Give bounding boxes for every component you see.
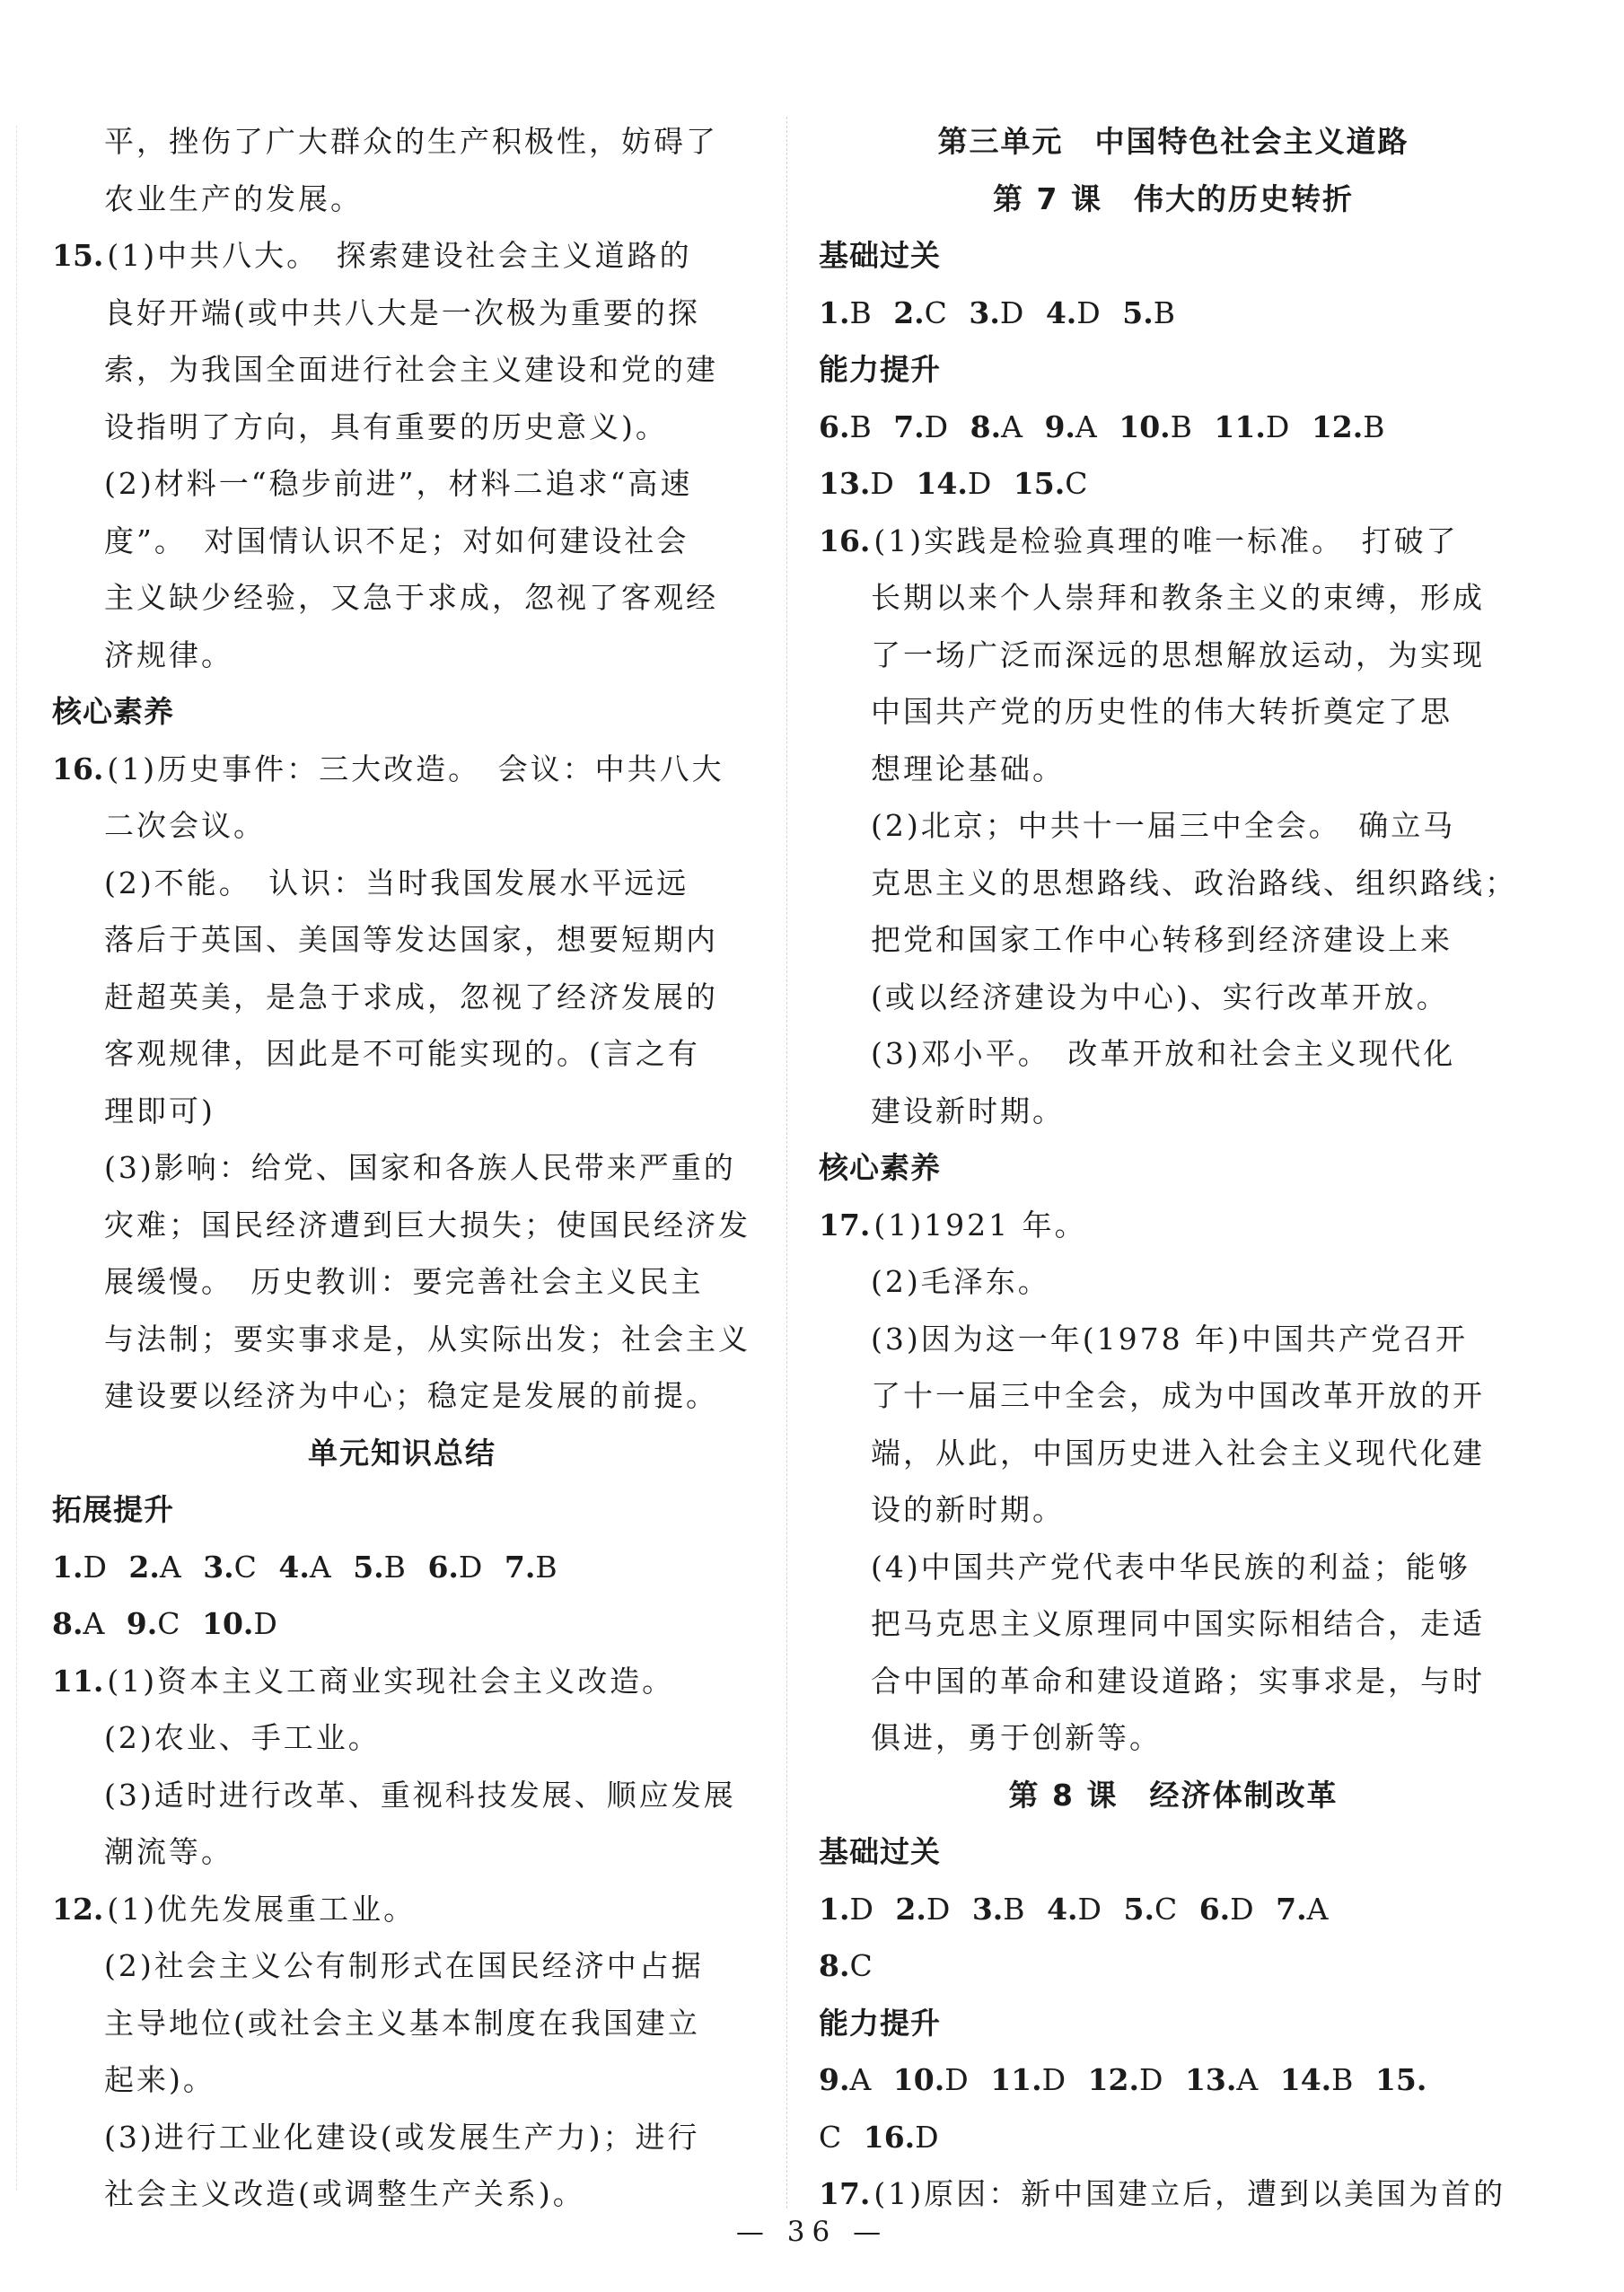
line-text: (2)北京；中共十一届三中全会。 确立马 (871, 808, 1456, 843)
line-text: (3)因为这一年(1978 年)中国共产党召开 (871, 1321, 1468, 1357)
answer-text-line (52, 1197, 752, 1254)
line-text: 能力提升 (819, 352, 941, 387)
answer-item: 15. (1374, 2062, 1427, 2097)
answer-text-line (819, 969, 1528, 1026)
line-text: 展缓慢。 历史教训：要完善社会主义民主 (104, 1264, 704, 1299)
answer-row (819, 1937, 1528, 1995)
answer-text-line (52, 797, 752, 855)
answer-row (819, 285, 1528, 342)
line-text: 起来)。 (104, 2062, 215, 2097)
line-text: (1)原因：新中国建立后，遭到以美国为首的 (873, 2176, 1506, 2211)
answer-item: 14.B (1279, 2062, 1354, 2097)
answer-row (52, 1539, 752, 1596)
answer-item: 5.C (1123, 1891, 1178, 1927)
answer-item: 6.D (427, 1549, 483, 1585)
answer-item: 13.D (819, 466, 894, 501)
question-number: 15. (52, 238, 104, 273)
line-text: 主导地位(或社会主义基本制度在我国建立 (104, 2005, 700, 2041)
right-column (819, 113, 1528, 2223)
line-text: 良好开端(或中共八大是一次极为重要的探 (104, 294, 700, 330)
line-text: (2)毛泽东。 (871, 1264, 1050, 1299)
answer-text-line (819, 1197, 1528, 1254)
line-text: 拓展提升 (52, 1492, 174, 1527)
line-text: 建设要以经济为中心；稳定是发展的前提。 (104, 1378, 718, 1413)
line-text: 设的新时期。 (871, 1492, 1065, 1527)
line-text: (1)资本主义工商业实现社会主义改造。 (107, 1663, 675, 1699)
answer-text-line (819, 627, 1528, 684)
line-text: (3)邓小平。 改革开放和社会主义现代化 (871, 1036, 1456, 1071)
answer-text-line (819, 1425, 1528, 1482)
section-heading (819, 1139, 1528, 1197)
answer-text-line (819, 1481, 1528, 1539)
answer-text-line (52, 855, 752, 912)
answer-text-line (52, 1311, 752, 1368)
line-text: 落后于英国、美国等发达国家，想要短期内 (104, 922, 718, 957)
answer-item: 2.A (128, 1549, 181, 1585)
answer-text-line (819, 797, 1528, 855)
answer-item: 12.B (1311, 408, 1385, 444)
answer-text-line (52, 341, 752, 399)
question-number: 17. (819, 2176, 871, 2211)
line-text: (1)中共八大。 探索建设社会主义道路的 (107, 238, 692, 273)
answer-text-line (52, 911, 752, 969)
answer-row (52, 1595, 752, 1653)
line-text: 理即可) (104, 1093, 215, 1128)
line-text: 济规律。 (104, 637, 233, 672)
answer-item: 8.A (52, 1606, 105, 1641)
answer-item: 4.D (1047, 1891, 1102, 1927)
line-text: 了十一届三中全会，成为中国改革开放的开 (871, 1378, 1485, 1413)
answer-text-line (52, 1823, 752, 1881)
line-text: 二次会议。 (104, 808, 266, 843)
line-text: 单元知识总结 (308, 1435, 496, 1471)
line-text: 潮流等。 (104, 1834, 233, 1869)
line-text: 能力提升 (819, 2005, 941, 2041)
answer-item: 15.C (1013, 466, 1088, 501)
question-number: 16. (819, 523, 871, 558)
line-text: (3)影响：给党、国家和各族人民带来严重的 (104, 1150, 736, 1185)
answer-text-line (52, 227, 752, 285)
answer-text-line (819, 569, 1528, 627)
answer-text-line (52, 1253, 752, 1311)
answer-item: 1.B (819, 294, 872, 330)
answer-text-line (819, 2165, 1528, 2223)
answer-row (819, 399, 1528, 456)
answer-text-line (819, 1253, 1528, 1311)
answer-item: 10.B (1119, 408, 1192, 444)
answer-row (819, 2109, 1528, 2166)
line-text: (4)中国共产党代表中华民族的利益；能够 (871, 1549, 1470, 1585)
left-column (52, 113, 752, 2223)
answer-text-line (819, 741, 1528, 798)
line-text: (1)历史事件：三大改造。 会议：中共八大 (107, 751, 724, 786)
line-text: 第三单元 中国特色社会主义道路 (937, 124, 1409, 159)
answer-text-line (52, 569, 752, 627)
answer-text-line (52, 399, 752, 456)
answer-item: 3.D (969, 294, 1024, 330)
line-text: 端，从此，中国历史进入社会主义现代化建 (871, 1435, 1485, 1471)
section-heading (819, 1823, 1528, 1881)
answer-text-line (52, 2165, 752, 2223)
column-divider (786, 117, 787, 2209)
answer-item: 16.D (863, 2119, 939, 2155)
line-text: (2)不能。 认识：当时我国发展水平远远 (104, 865, 689, 900)
answer-item: 7.A (1276, 1891, 1329, 1927)
answer-item: 4.D (1045, 294, 1101, 330)
page-edge-rule (16, 126, 17, 2191)
answer-text-line (819, 1653, 1528, 1710)
answer-text-line (819, 683, 1528, 741)
line-text: 了一场广泛而深远的思想解放运动，为实现 (871, 637, 1485, 672)
question-number: 16. (52, 751, 104, 786)
question-number: 11. (52, 1663, 104, 1699)
answer-text-line (52, 1653, 752, 1710)
answer-item: 10.D (202, 1606, 277, 1641)
lesson-title (52, 1425, 752, 1482)
line-text: 索，为我国全面进行社会主义建设和党的建 (104, 352, 718, 387)
line-text: (2)社会主义公有制形式在国民经济中占据 (104, 1948, 704, 1983)
line-text: 俱进，勇于创新等。 (871, 1720, 1162, 1755)
answer-item: 4.A (278, 1549, 331, 1585)
answer-text-line (52, 627, 752, 684)
line-text: 基础过关 (819, 1834, 941, 1869)
page-number: — 36 — (735, 2216, 889, 2248)
answer-item: 11.D (1214, 408, 1290, 444)
answer-text-line (52, 2109, 752, 2166)
section-heading (819, 227, 1528, 285)
answer-text-line (52, 513, 752, 570)
answer-row (819, 455, 1528, 513)
lesson-title (819, 1767, 1528, 1824)
answer-item: 6.D (1198, 1891, 1254, 1927)
answer-text-line (52, 1995, 752, 2052)
answer-text-line (52, 1139, 752, 1197)
answer-item: 1.D (52, 1549, 107, 1585)
answer-text-line (819, 1367, 1528, 1425)
line-text: 把党和国家工作中心转移到经济建设上来 (871, 922, 1453, 957)
section-heading (819, 341, 1528, 399)
answer-item: 1.D (819, 1891, 873, 1927)
line-text: 核心素养 (819, 1150, 941, 1185)
section-heading (52, 683, 752, 741)
lesson-title (819, 113, 1528, 171)
line-text: (3)进行工业化建设(或发展生产力)；进行 (104, 2119, 700, 2155)
answer-item: 9.A (1044, 408, 1097, 444)
line-text: 建设新时期。 (871, 1093, 1065, 1128)
answer-item: 3.B (971, 1891, 1025, 1927)
answer-item: 6.B (819, 408, 872, 444)
answer-text-line (819, 1709, 1528, 1767)
line-text: 核心素养 (52, 694, 174, 729)
answer-text-line (819, 1083, 1528, 1140)
line-text: 设指明了方向，具有重要的历史意义)。 (104, 408, 668, 444)
section-heading (52, 1481, 752, 1539)
line-text: 客观规律，因此是不可能实现的。(言之有 (104, 1036, 700, 1071)
line-text: 长期以来个人崇拜和教条主义的束缚，形成 (871, 580, 1485, 615)
answer-text-line (52, 285, 752, 342)
lesson-title (819, 171, 1528, 228)
line-text: 合中国的革命和建设道路；实事求是，与时 (871, 1663, 1485, 1699)
answer-text-line (52, 1025, 752, 1083)
answer-item: 9.A (819, 2062, 872, 2097)
answer-text-line (52, 1881, 752, 1938)
answer-text-line (819, 1025, 1528, 1083)
answer-text-line (52, 1937, 752, 1995)
line-text: 基础过关 (819, 238, 941, 273)
answer-item: 10.D (892, 2062, 969, 2097)
answer-item: 8.A (970, 408, 1023, 444)
answer-text-line (52, 741, 752, 798)
answer-row (819, 2051, 1528, 2109)
line-text: 想理论基础。 (871, 751, 1065, 786)
answer-text-line (52, 455, 752, 513)
line-text: 与法制；要实事求是，从实际出发；社会主义 (104, 1321, 751, 1357)
answer-text-line (52, 113, 752, 171)
line-text: (1)1921 年。 (873, 1207, 1087, 1243)
line-text: 第 8 课 经济体制改革 (1008, 1777, 1339, 1813)
question-number: 17. (819, 1207, 871, 1243)
answer-text-line (52, 1709, 752, 1767)
line-text: (2)材料一“稳步前进”，材料二追求“高速 (104, 466, 693, 501)
line-text: 灾难；国民经济遭到巨大损失；使国民经济发 (104, 1207, 751, 1243)
answer-text-line (819, 1595, 1528, 1653)
answer-text-line (52, 2051, 752, 2109)
line-text: (3)适时进行改革、重视科技发展、顺应发展 (104, 1777, 736, 1813)
answer-item: 5.B (1122, 294, 1175, 330)
section-heading (819, 1995, 1528, 2052)
line-text: 把马克思主义原理同中国实际相结合，走适 (871, 1606, 1485, 1641)
answer-item: 11.D (990, 2062, 1067, 2097)
answer-item: C (819, 2119, 842, 2155)
answer-text-line (819, 513, 1528, 570)
line-text: 第 7 课 伟大的历史转折 (993, 180, 1354, 216)
answer-item: 2.D (895, 1891, 951, 1927)
answer-item: 12.D (1087, 2062, 1163, 2097)
answer-text-line (52, 1083, 752, 1140)
answer-item: 7.B (504, 1549, 557, 1585)
answer-item: 2.C (893, 294, 947, 330)
question-number: 12. (52, 1891, 104, 1927)
line-text: (1)优先发展重工业。 (107, 1891, 417, 1927)
answer-text-line (819, 911, 1528, 969)
answer-item: 3.C (203, 1549, 257, 1585)
line-text: 平，挫伤了广大群众的生产积极性，妨碍了 (104, 124, 718, 159)
line-text: 赶超英美，是急于求成，忽视了经济发展的 (104, 979, 718, 1014)
answer-text-line (819, 1539, 1528, 1596)
answer-item: 14.D (916, 466, 992, 501)
line-text: 农业生产的发展。 (104, 180, 363, 216)
line-text: 社会主义改造(或调整生产关系)。 (104, 2176, 585, 2211)
line-text: 中国共产党的历史性的伟大转折奠定了思 (871, 694, 1453, 729)
line-text: 主义缺少经验，又急于求成，忽视了客观经 (104, 580, 718, 615)
line-text: (2)农业、手工业。 (104, 1720, 381, 1755)
answer-row (819, 1881, 1528, 1938)
answer-item: 7.D (893, 408, 949, 444)
answer-text-line (52, 969, 752, 1026)
answer-text-line (52, 1367, 752, 1425)
answer-text-line (52, 171, 752, 228)
line-text: 克思主义的思想路线、政治路线、组织路线； (871, 865, 1517, 900)
answer-text-line (819, 1311, 1528, 1368)
line-text: 度”。 对国情认识不足；对如何建设社会 (104, 523, 689, 558)
answer-item: 9.C (126, 1606, 180, 1641)
answer-item: 5.B (353, 1549, 406, 1585)
answer-text-line (819, 855, 1528, 912)
line-text: (1)实践是检验真理的唯一标准。 打破了 (873, 523, 1459, 558)
line-text: (或以经济建设为中心)、实行改革开放。 (871, 979, 1449, 1014)
answer-text-line (52, 1767, 752, 1824)
answer-item: 8.C (819, 1948, 873, 1983)
answer-item: 13.A (1184, 2062, 1259, 2097)
